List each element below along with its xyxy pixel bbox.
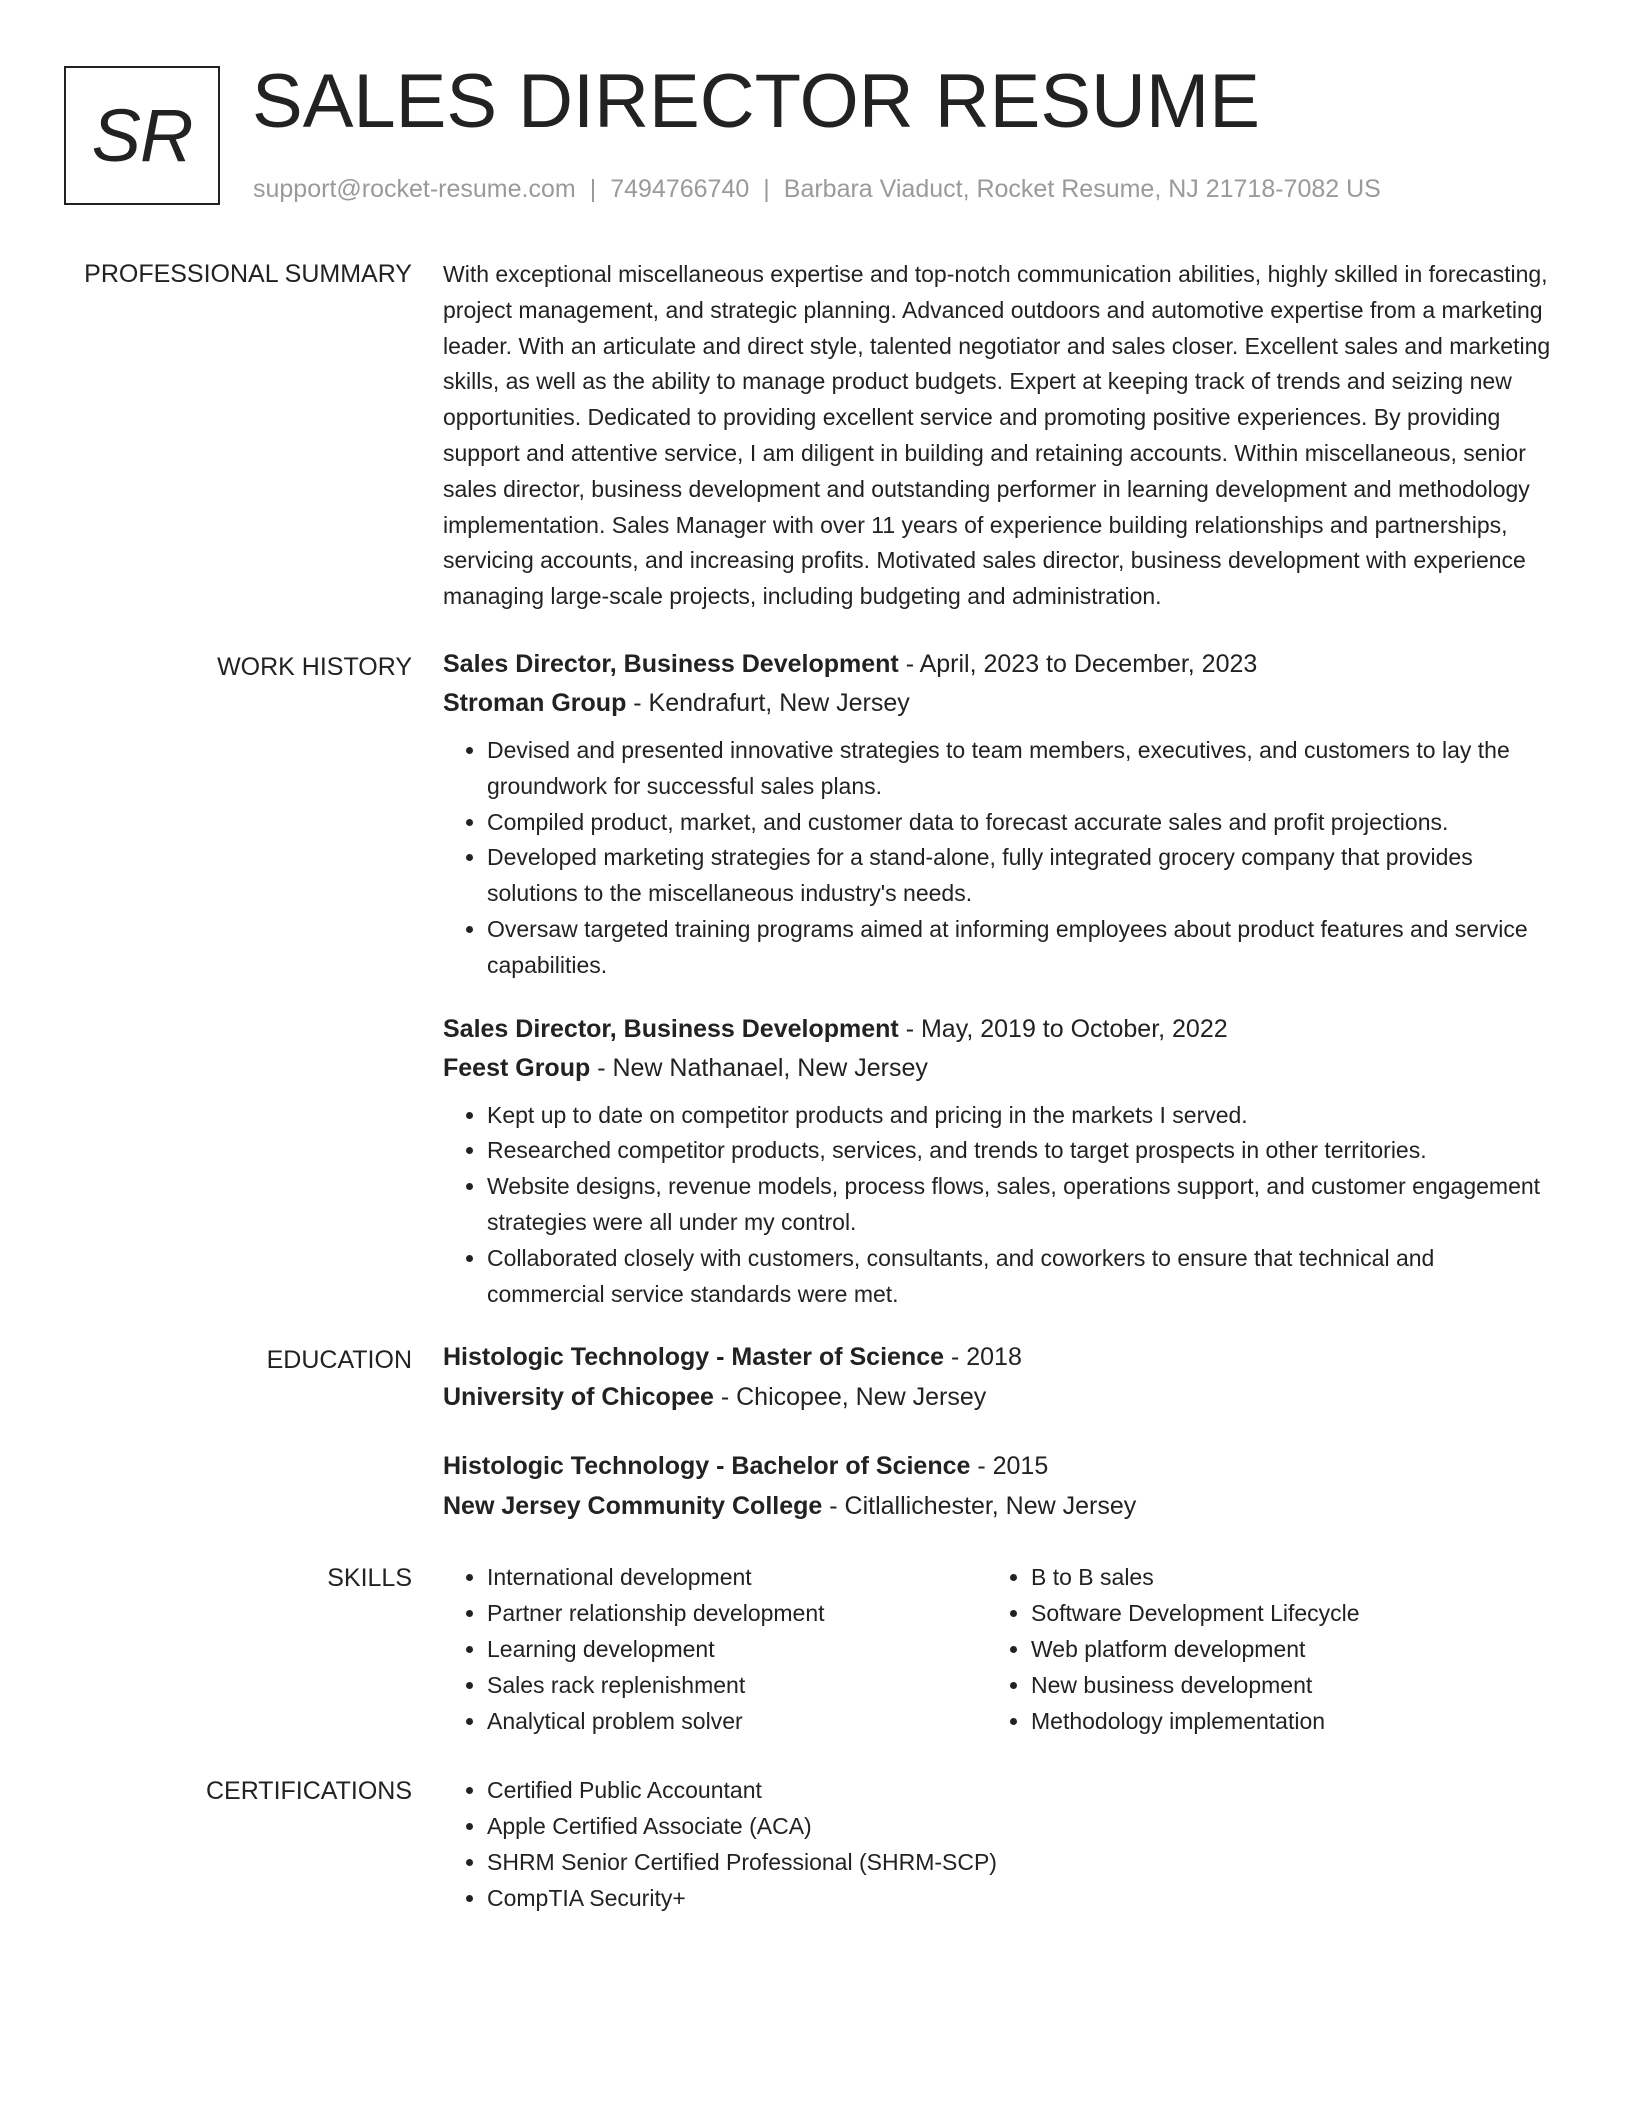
job-title: Sales Director, Business Development xyxy=(443,649,899,678)
school: New Jersey Community College xyxy=(443,1491,823,1520)
job-title-line xyxy=(443,1010,1556,1049)
list-item: • Devised and presented innovative strategies to team members, executives, and customers to lay the groundwork for successful sales plans. xyxy=(487,733,1556,805)
list-item: • SHRM Senior Certified Professional (SHRM-SCP) xyxy=(487,1845,1556,1881)
contact-separator: | xyxy=(763,175,770,203)
list-item: • Oversaw targeted training programs aimed at informing employees about product features and service capabilities. xyxy=(487,912,1556,984)
list-item: • Certified Public Accountant xyxy=(487,1773,1556,1809)
degree-year: - 2018 xyxy=(944,1343,1022,1372)
section-label-certifications: CERTIFICATIONS xyxy=(205,1777,412,1806)
degree-line xyxy=(443,1447,1556,1487)
education-section xyxy=(0,1338,1632,1526)
job-dates: - May, 2019 to October, 2022 xyxy=(898,1014,1228,1043)
job-title-line xyxy=(443,645,1556,684)
list-item: • CompTIA Security+ xyxy=(487,1881,1556,1917)
job-entry xyxy=(443,645,1556,984)
contact-phone[interactable]: 7494766740 xyxy=(610,175,750,203)
job-bullets xyxy=(443,733,1556,984)
job-dates: - April, 2023 to December, 2023 xyxy=(898,649,1258,678)
list-item: • Partner relationship development xyxy=(487,1596,987,1632)
school-line xyxy=(443,1487,1556,1527)
contact-email[interactable]: support@rocket-resume.com xyxy=(253,175,576,203)
skills-list-left xyxy=(443,1560,987,1739)
skills-section xyxy=(0,1556,1632,1739)
list-item: • Website designs, revenue models, process flows, sales, operations support, and customer engagement strategies were all under my control. xyxy=(487,1169,1556,1241)
job-bullets xyxy=(443,1098,1556,1313)
school: University of Chicopee xyxy=(443,1382,714,1411)
resume-title: SALES DIRECTOR RESUME xyxy=(252,59,1260,144)
job-location: - Kendrafurt, New Jersey xyxy=(626,688,910,717)
job-location: - New Nathanael, New Jersey xyxy=(590,1053,928,1082)
list-item: • Apple Certified Associate (ACA) xyxy=(487,1809,1556,1845)
school-location: - Citlallichester, New Jersey xyxy=(822,1491,1137,1520)
list-item: • Developed marketing strategies for a stand-alone, fully integrated grocery company that provides solutions to the miscellaneous industry's needs. xyxy=(487,840,1556,912)
monogram: SR xyxy=(64,66,220,205)
certifications-list xyxy=(443,1769,1556,1916)
work-history-section xyxy=(0,645,1632,1312)
degree: Histologic Technology - Bachelor of Science xyxy=(443,1452,971,1481)
list-item: • Collaborated closely with customers, consultants, and coworkers to ensure that technical and commercial service standards were met. xyxy=(487,1241,1556,1313)
certifications-section xyxy=(0,1769,1632,1916)
list-item: • Methodology implementation xyxy=(1031,1704,1531,1740)
section-label-summary: PROFESSIONAL SUMMARY xyxy=(84,260,412,288)
school-line xyxy=(443,1378,1556,1418)
skills-list-right xyxy=(987,1560,1531,1739)
degree: Histologic Technology - Master of Science xyxy=(443,1343,945,1372)
resume-body xyxy=(0,252,1632,1947)
list-item: • B to B sales xyxy=(1031,1560,1531,1596)
section-label-work-history: WORK HISTORY xyxy=(217,652,412,681)
degree-line xyxy=(443,1338,1556,1378)
list-item: • International development xyxy=(487,1560,987,1596)
list-item: • Analytical problem solver xyxy=(487,1704,987,1740)
section-label-skills: SKILLS xyxy=(327,1564,412,1593)
list-item: • Kept up to date on competitor products and pricing in the markets I served. xyxy=(487,1098,1556,1134)
degree-year: - 2015 xyxy=(970,1452,1049,1481)
summary-section xyxy=(0,252,1632,615)
list-item: • Learning development xyxy=(487,1632,987,1668)
contact-separator: | xyxy=(589,175,597,203)
job-company: Feest Group xyxy=(443,1053,591,1082)
summary-text: With exceptional miscellaneous expertise and top-notch communication abilities, highly skilled in forecasting, project management, and strategic planning. Advanced outdoors and automotive expertise from a marketing leader. With an articulate and direct style, talented negotiator and sales closer. Excellent sales and marketing skills, as well as the ability to manage product budgets. Expert at keeping track of trends and seizing new opportunities. Dedicated to providing excellent service and promoting positive experiences. By providing support and attentive service, I am diligent in building and retaining accounts. Within miscellaneous, senior sales director, business development and outstanding performer in learning development and methodology implementation. Sales Manager with over 11 years of experience building relationships and partnerships, servicing accounts, and increasing profits. Motivated sales director, business development with experience managing large-scale projects, including budgeting and administration. xyxy=(443,261,1551,610)
list-item: • Software Development Lifecycle xyxy=(1031,1596,1531,1632)
job-company-line xyxy=(443,684,1556,723)
job-company: Stroman Group xyxy=(443,688,627,717)
list-item: • Sales rack replenishment xyxy=(487,1668,987,1704)
list-item: • Web platform development xyxy=(1031,1632,1531,1668)
contact-line xyxy=(253,172,1381,206)
education-entry xyxy=(443,1447,1556,1526)
list-item: • New business development xyxy=(1031,1668,1531,1704)
education-entry xyxy=(443,1338,1556,1417)
job-company-line xyxy=(443,1049,1556,1088)
school-location: - Chicopee, New Jersey xyxy=(713,1382,987,1411)
job-title: Sales Director, Business Development xyxy=(443,1014,899,1043)
job-entry xyxy=(443,1010,1556,1313)
section-label-education: EDUCATION xyxy=(266,1346,412,1375)
list-item: • Compiled product, market, and customer data to forecast accurate sales and profit projections. xyxy=(487,805,1556,841)
contact-address: Barbara Viaduct, Rocket Resume, NJ 21718-7082 US xyxy=(783,175,1381,203)
list-item: • Researched competitor products, services, and trends to target prospects in other territories. xyxy=(487,1133,1556,1169)
